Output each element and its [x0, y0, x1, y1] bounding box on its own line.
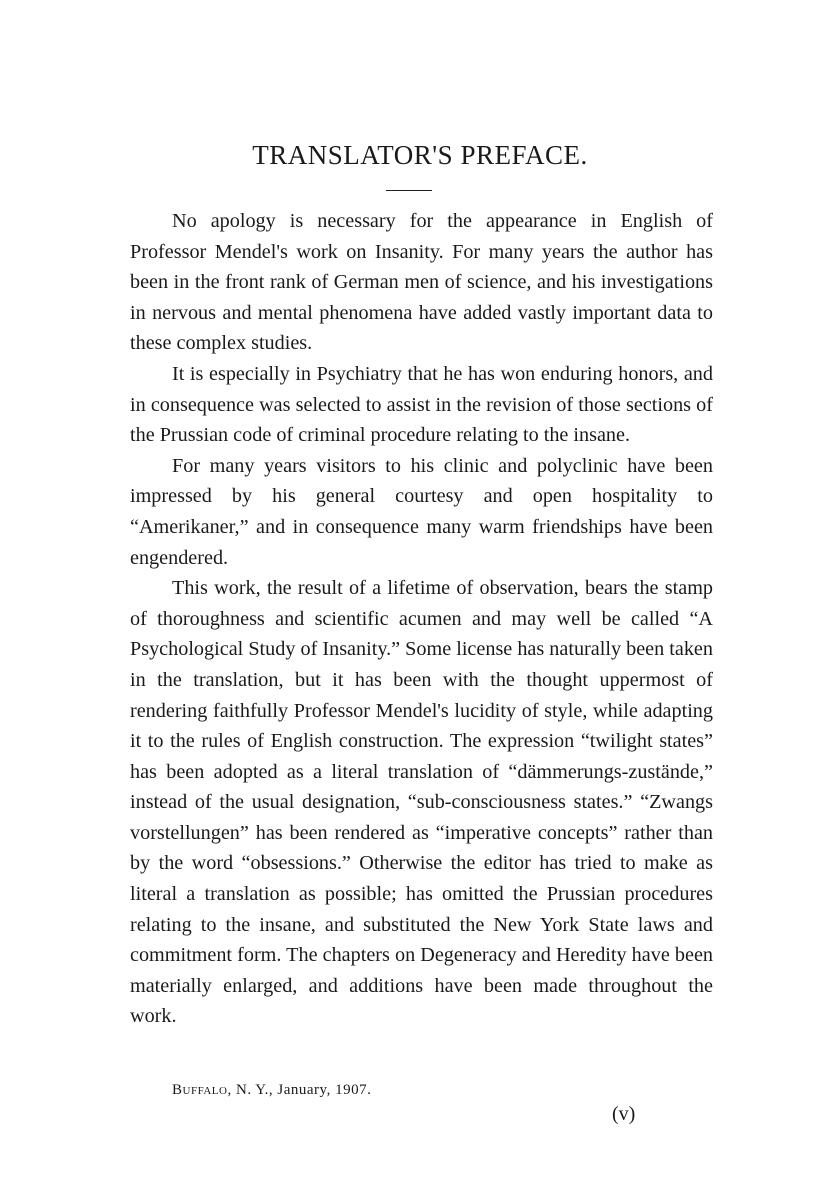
signature-line [172, 1082, 371, 1099]
page-number: (v) [612, 1103, 636, 1125]
signature-city: Buffalo [172, 1082, 228, 1098]
preface-body [130, 206, 713, 1032]
paragraph-2: It is especially in Psychiatry that he has won enduring honors, and in consequence was selected to assist in the revision of those sections of the Prussian code of criminal procedure relating to the insane. [130, 362, 713, 447]
signature-date: , N. Y., January, 1907. [227, 1082, 372, 1098]
paragraph-4: This work, the result of a lifetime of observation, bears the stamp of thoroughness and scientific acumen and may well be called “A Psychological Study of Insanity.” Some license has naturally been taken in the translation, but it has been with the thought uppermost of rendering faithfully Professor Mendel's lucidity of style, while adapting it to the rules of English construction. The expression “twilight states” has been adopted as a literal translation of “dämmerungs-zustände,” instead of the usual designation, “sub-consciousness states.” “Zwangs vorstellungen” has been rendered as “imperative concepts” rather than by the word “obsessions.” Otherwise the editor has tried to make as literal a translation as possible; has omitted the Prussian procedures relating to the insane, and substituted the New York State laws and commitment form. The chapters on Degeneracy and Heredity have been materially enlarged, and additions have been made throughout the work. [130, 577, 713, 1028]
paragraph-1: No apology is necessary for the appearance in English of Professor Mendel's work on Insanity. For many years the author has been in the front rank of German men of science, and his investigations in nervous and mental phenomena have added vastly important data to these complex studies. [130, 210, 713, 355]
paragraph-3: For many years visitors to his clinic and polyclinic have been impressed by his general courtesy and open hospitality to “Amerikaner,” and in consequence many warm friendships have been engendered. [130, 454, 713, 569]
page-title: TRANSLATOR'S PREFACE. [252, 140, 588, 170]
title-divider [386, 190, 432, 191]
